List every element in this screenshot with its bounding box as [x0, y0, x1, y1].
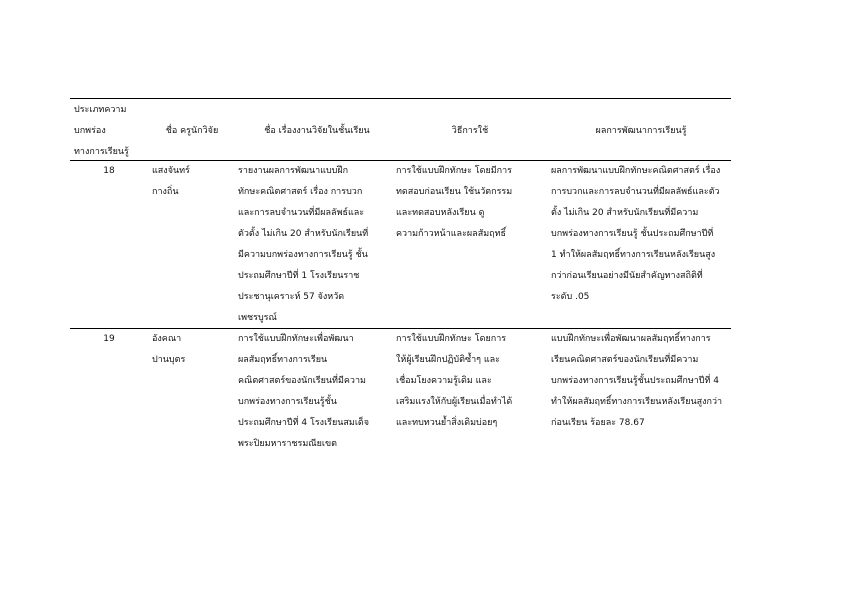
header-type: ประเภทความ บกพร่อง ทางการเรียนรู้ [74, 105, 129, 157]
header-method: วิธีการใช้ [451, 126, 489, 136]
table-top-rule [70, 98, 731, 99]
row-number: 18 [103, 166, 115, 176]
header-result: ผลการพัฒนาการเรียนรู้ [595, 126, 687, 136]
row-researcher: แสงจันทร์ กางถิ่น [152, 166, 190, 197]
row-method: การใช้แบบฝึกทักษะ โดยมีการ ทดสอบก่อนเรียน ใช้นวัตกรรม และทดสอบหลังเรียน ดู ความก้าวหน้าและผลสัมฤทธิ์ [396, 166, 513, 239]
row-result: ผลการพัฒนาแบบฝึกทักษะคณิตศาสตร์ เรื่อง การบวกและการลบจำนวนที่มีผลลัพธ์และตัว ตั้ง ไม่เกิน 20 สำหรับนักเรียนที่มีความ บกพร่องทางการเรียนรู้ ชั้นประถมศึกษาปีที่ 1 ทำให้ผลสัมฤทธิ์ทางการเรียนหลังเรียนสูง กว่าก่อนเรียนอย่างมีนัยสำคัญทางสถิติที่ ระดับ .05 [551, 166, 721, 302]
row-title: การใช้แบบฝึกทักษะเพื่อพัฒนา ผลสัมฤทธิ์ทางการเรียน คณิตศาสตร์ของนักเรียนที่มีความ บกพร่องทางการเรียนรู้ชั้น ประถมศึกษาปีที่ 4 โรงเรียนสมเด็จ พระปิยมหาราชรมณียเขต [238, 334, 370, 449]
row-researcher: อังคณา ปานบุตร [152, 334, 186, 365]
header-researcher: ชื่อ ครูนักวิจัย [165, 126, 219, 136]
row-method: การใช้แบบฝึกทักษะ โดยการ ให้ผู้เรียนฝึกปฏิบัติซ้ำๆ และ เชื่อมโยงความรู้เดิม และ เสริมแรงให้กับผู้เรียนเมื่อทำได้ และทบทวนย้ำสิ่งเดิมบ่อยๆ [396, 334, 513, 428]
row-title: รายงานผลการพัฒนาแบบฝึก ทักษะคณิตศาสตร์ เรื่อง การบวก และการลบจำนวนที่มีผลลัพธ์และ ตัวตั้ง ไม่เกิน 20 สำหรับนักเรียนที่ มีความบกพร่องทางการเรียนรู้ ชั้น ประถมศึกษาปีที่ 1 โรงเรียนราช ประชานุเคราะห์ 57 จังหวัด เพชรบูรณ์ [238, 166, 369, 323]
row-result: แบบฝึกทักษะเพื่อพัฒนาผลสัมฤทธิ์ทางการ เรียนคณิตศาสตร์ของนักเรียนที่มีความ บกพร่องทางการเรียนรู้ชั้นประถมศึกษาปีที่ 4 ทำให้ผลสัมฤทธิ์ทางการเรียนหลังเรียนสูงกว่า ก่อนเรียน ร้อยละ 78.67 [551, 334, 723, 428]
header-title: ชื่อ เรื่องงานวิจัยในชั้นเรียน [264, 126, 370, 136]
row-number: 19 [103, 334, 115, 344]
